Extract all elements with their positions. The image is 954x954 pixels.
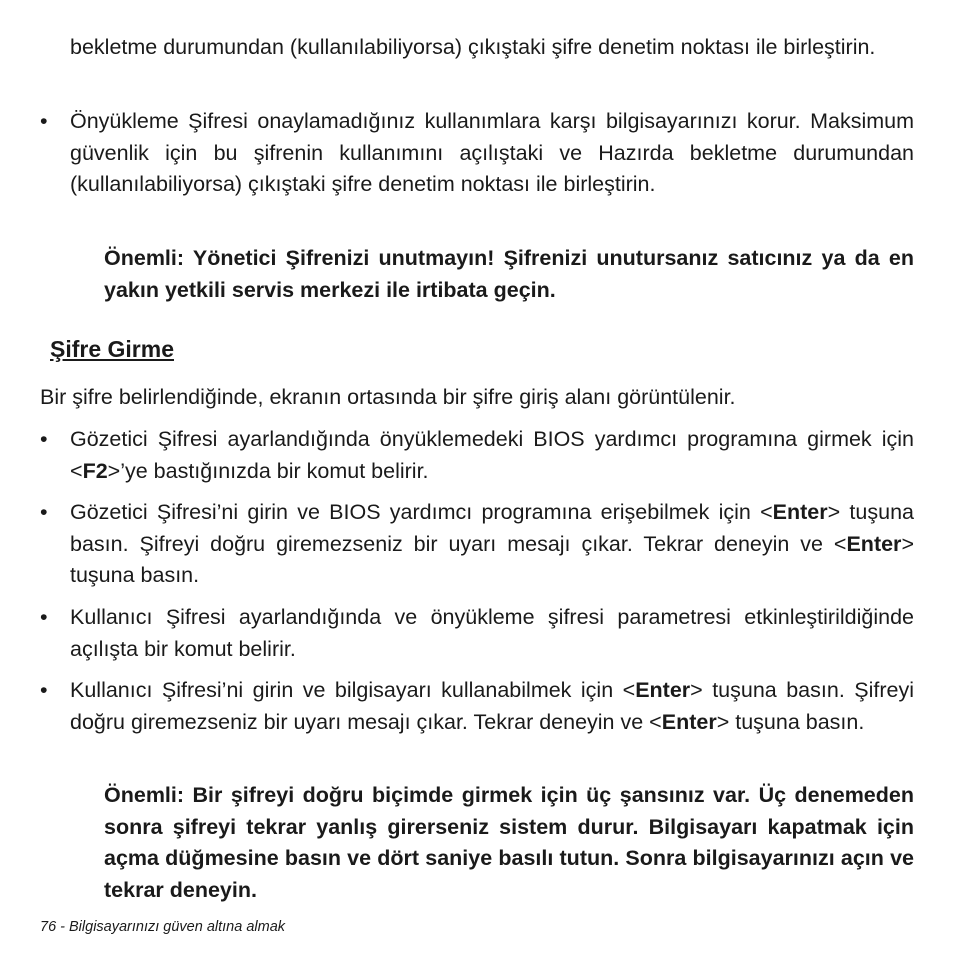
bullet-text: Gözetici Şifresi ayarlandığında önyüklemedeki BIOS yardımcı programına girmek için <F2>’ye bastığınızda bir komut belirir. xyxy=(70,427,914,483)
important-note: Önemli: Bir şifreyi doğru biçimde girmek için üç şansınız var. Üç denemeden sonra şifreyi tekrar yanlış girerseniz sistem durur. Bilgisayarı kapatmak için açma düğmesine basın ve dört saniye basılı tutun. Sonra bilgisayarınızı açın ve tekrar deneyin. xyxy=(104,783,914,902)
intro-paragraph: Bir şifre belirlendiğinde, ekranın ortasında bir şifre giriş alanı görüntülenir. xyxy=(40,385,736,409)
key-name: Enter xyxy=(772,500,828,524)
key-name: Enter xyxy=(846,531,902,556)
page-footer: 76 - Bilgisayarınızı güven altına almak xyxy=(40,919,286,935)
key-name: Enter xyxy=(635,678,691,702)
bullet-text: Gözetici Şifresi’ni girin ve BIOS yardımcı programına erişebilmek için <Enter> tuşuna basın. Şifreyi doğru giremezseniz bir uyarı mesajı çıkar. Tekrar deneyin ve <Enter> tuşuna basın. xyxy=(70,500,914,587)
bullet-text: Önyükleme Şifresi onaylamadığınız kullanımlara karşı bilgisayarınızı korur. Maksimum güvenlik için bu şifrenin kullanımını açılıştaki ve Hazırda bekletme durumundan (kullanılabiliyorsa) çıkıştaki şifre denetim noktası ile birleştirin. xyxy=(70,109,914,196)
bullet-marker: • xyxy=(40,427,48,451)
bullet-marker: • xyxy=(40,109,48,133)
bullet-text: Kullanıcı Şifresi ayarlandığında ve önyükleme şifresi parametresi etkinleştirildiğinde açılışta bir komut belirir. xyxy=(70,605,914,661)
bullet-marker: • xyxy=(40,678,48,702)
continuation-paragraph: bekletme durumundan (kullanılabiliyorsa) çıkıştaki şifre denetim noktası ile birleştirin. xyxy=(70,35,876,59)
bullet-text: Kullanıcı Şifresi’ni girin ve bilgisayarı kullanabilmek için <Enter> tuşuna basın. Şifreyi doğru giremezseniz bir uyarı mesajı çıkar. Tekrar deneyin ve <Enter> tuşuna basın. xyxy=(70,678,914,734)
key-name: F2 xyxy=(82,458,108,483)
section-heading: Şifre Girme xyxy=(50,336,174,362)
key-name: Enter xyxy=(661,709,717,734)
important-note: Önemli: Yönetici Şifrenizi unutmayın! Şifrenizi unutursanız satıcınız ya da en yakın yetkili servis merkezi ile irtibata geçin. xyxy=(104,246,914,302)
bullet-marker: • xyxy=(40,605,48,629)
bullet-marker: • xyxy=(40,500,48,524)
